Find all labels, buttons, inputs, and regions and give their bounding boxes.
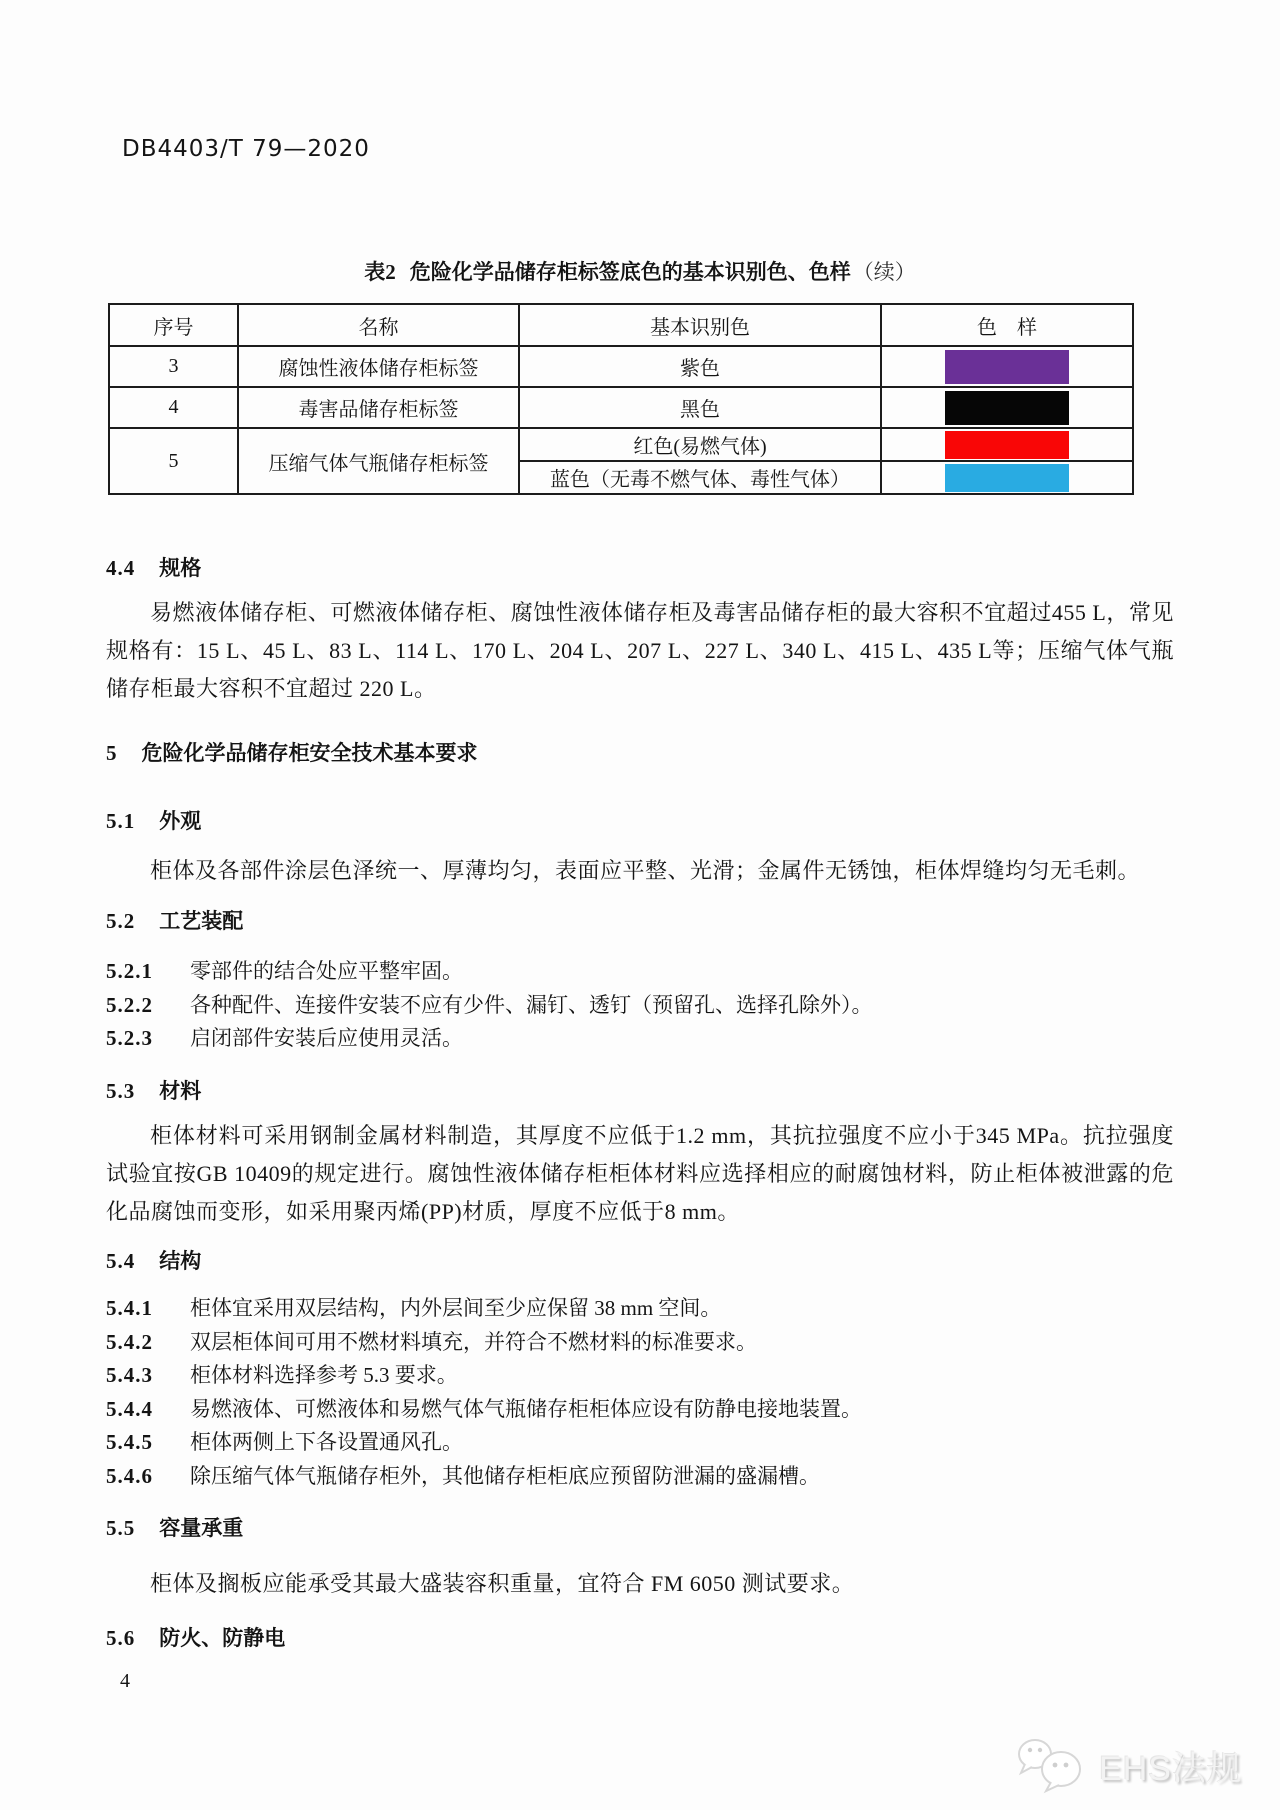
- cell-no: 4: [109, 387, 238, 428]
- heading-text: 容量承重: [159, 1516, 244, 1540]
- cell-color-sample: [881, 461, 1133, 494]
- heading-5-6: [106, 1622, 1174, 1652]
- heading-number: 5.3: [106, 1079, 136, 1103]
- clauses-5-4: [106, 1292, 1174, 1493]
- table-header-row: [109, 304, 1133, 346]
- clause-5-2-2: [106, 989, 1174, 1023]
- clause-number: 5.4.6: [106, 1463, 153, 1488]
- clause-5-2-3: [106, 1022, 1174, 1056]
- clause-number: 5.4.1: [106, 1296, 153, 1320]
- purple-swatch: [945, 350, 1069, 384]
- col-header-no: 序号: [109, 304, 238, 346]
- cell-name: 腐蚀性液体储存柜标签: [238, 346, 519, 387]
- table-row: [109, 387, 1133, 428]
- table-title: [106, 256, 1174, 286]
- paragraph-5-3: 柜体材料可采用钢制金属材料制造，其厚度不应低于1.2 mm，其抗拉强度不应小于345 MPa。抗拉强度试验宜按GB 10409的规定进行。腐蚀性液体储存柜柜体材料应选择相应的耐腐蚀材料，防止柜体被泄露的危化品腐蚀而变形，如采用聚丙烯(PP)材质，厚度不应低于8 mm。: [106, 1123, 1174, 1224]
- clause-number: 5.4.2: [106, 1329, 153, 1354]
- cell-color-sample: [881, 346, 1133, 387]
- clause-5-4-3: [106, 1359, 1174, 1393]
- heading-4-4: [106, 552, 1174, 582]
- heading-5-5: [106, 1512, 1174, 1542]
- clause-number: 5.4.5: [106, 1430, 153, 1454]
- clause-5-4-6: [106, 1460, 1174, 1494]
- heading-number: 5.2: [106, 909, 136, 933]
- watermark: [1011, 1736, 1242, 1794]
- table-title-suffix: （续）: [852, 260, 916, 284]
- heading-number: 5.1: [106, 809, 136, 833]
- cell-color-sample: [881, 428, 1133, 461]
- color-spec-table: [108, 303, 1134, 495]
- heading-5-2: [106, 905, 1174, 935]
- clause-text: 柜体材料选择参考 5.3 要求。: [190, 1363, 458, 1387]
- clause-5-4-1: [106, 1292, 1174, 1326]
- cell-color-label: 紫色: [519, 346, 881, 387]
- clause-text: 启闭部件安装后应使用灵活。: [190, 1026, 463, 1050]
- col-header-color: 基本识别色: [519, 304, 881, 346]
- cell-color-label: 红色(易燃气体): [519, 428, 881, 461]
- heading-number: 4.4: [106, 556, 136, 580]
- clause-5-2-1: [106, 955, 1174, 989]
- paragraph-5-1: 柜体及各部件涂层色泽统一、厚薄均匀，表面应平整、光滑；金属件无锈蚀，柜体焊缝均匀无毛刺。: [150, 858, 1141, 883]
- heading-number: 5.4: [106, 1249, 136, 1273]
- clause-number: 5.2.2: [106, 992, 153, 1017]
- clause-number: 5.4.4: [106, 1396, 153, 1421]
- heading-5: [106, 737, 1174, 767]
- clause-number: 5.2.1: [106, 959, 153, 983]
- cell-color-label: 黑色: [519, 387, 881, 428]
- paragraph-4-4: 易燃液体储存柜、可燃液体储存柜、腐蚀性液体储存柜及毒害品储存柜的最大容积不宜超过455 L，常见规格有：15 L、45 L、83 L、114 L、170 L、204 L、207 L、227 L、340 L、415 L、435 L等；压缩气体气瓶储存柜最大容积不宜超过 220 L。: [106, 600, 1174, 701]
- heading-number: 5.6: [106, 1626, 136, 1650]
- heading-text: 结构: [159, 1249, 202, 1273]
- heading-text: 外观: [159, 809, 202, 833]
- clause-text: 柜体宜采用双层结构，内外层间至少应保留 38 mm 空间。: [190, 1296, 722, 1320]
- cell-name: 毒害品储存柜标签: [238, 387, 519, 428]
- table-row: [109, 346, 1133, 387]
- col-header-sample: 色 样: [881, 304, 1133, 346]
- table-row: [109, 428, 1133, 461]
- heading-text: 工艺装配: [159, 909, 244, 933]
- heading-5-4: [106, 1245, 1174, 1275]
- cell-color-label: 蓝色（无毒不燃气体、毒性气体）: [519, 461, 881, 494]
- clause-text: 零部件的结合处应平整牢固。: [190, 959, 463, 983]
- clause-number: 5.4.3: [106, 1363, 153, 1387]
- heading-5-3: [106, 1075, 1174, 1105]
- paragraph-5-5: 柜体及搁板应能承受其最大盛装容积重量，宜符合 FM 6050 测试要求。: [150, 1571, 855, 1596]
- cell-color-sample: [881, 387, 1133, 428]
- heading-text: 危险化学品储存柜安全技术基本要求: [141, 741, 478, 765]
- page-number: 4: [120, 1670, 130, 1692]
- clause-text: 双层柜体间可用不燃材料填充，并符合不燃材料的标准要求。: [190, 1329, 757, 1354]
- black-swatch: [945, 391, 1069, 425]
- watermark-text: EHS法规: [1099, 1749, 1242, 1788]
- col-header-name: 名称: [238, 304, 519, 346]
- heading-text: 防火、防静电: [159, 1626, 286, 1650]
- heading-text: 规格: [159, 556, 202, 580]
- clause-5-4-4: [106, 1393, 1174, 1427]
- clause-number: 5.2.3: [106, 1026, 153, 1050]
- clause-text: 除压缩气体气瓶储存柜外，其他储存柜柜底应预留防泄漏的盛漏槽。: [190, 1463, 820, 1488]
- table-title-main: 危险化学品储存柜标签底色的基本识别色、色样: [409, 260, 851, 284]
- heading-5-1: [106, 805, 1174, 835]
- heading-number: 5: [106, 741, 118, 765]
- cell-no: 5: [109, 428, 238, 494]
- clause-text: 柜体两侧上下各设置通风孔。: [190, 1430, 463, 1454]
- blue-swatch: [945, 464, 1069, 492]
- clause-5-4-2: [106, 1326, 1174, 1360]
- cell-name: 压缩气体气瓶储存柜标签: [238, 428, 519, 494]
- cell-no: 3: [109, 346, 238, 387]
- clauses-5-2: [106, 955, 1174, 1056]
- doc-number: DB4403/T 79—2020: [122, 136, 370, 162]
- table-title-prefix: 表2: [364, 260, 396, 284]
- heading-text: 材料: [159, 1079, 202, 1103]
- heading-number: 5.5: [106, 1516, 136, 1540]
- clause-5-4-5: [106, 1426, 1174, 1460]
- clause-text: 易燃液体、可燃液体和易燃气体气瓶储存柜柜体应设有防静电接地装置。: [190, 1396, 862, 1421]
- red-swatch: [945, 431, 1069, 459]
- clause-text: 各种配件、连接件安装不应有少件、漏钉、透钉（预留孔、选择孔除外）。: [190, 992, 873, 1017]
- wechat-icon: [1011, 1736, 1089, 1794]
